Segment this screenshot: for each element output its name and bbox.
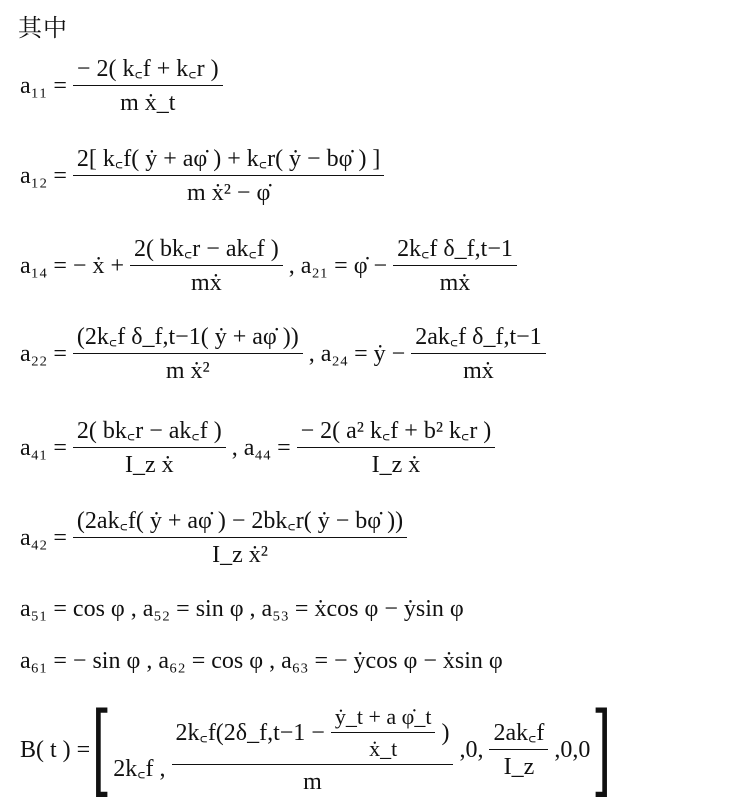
- a44-denominator: I_z ẋ: [371, 452, 421, 479]
- a14-numerator: 2( bk꜀r − ak꜀f ): [130, 236, 283, 266]
- a42-numerator: (2ak꜀f( ẏ + aφ̇ ) − 2bk꜀r( ẏ − bφ̇ )): [73, 508, 407, 538]
- b-fraction: [489, 720, 548, 781]
- a21-lhs: , a₂₁ = φ̇ −: [288, 252, 388, 279]
- equation-a5: [20, 596, 464, 623]
- equation-a42: [20, 508, 413, 569]
- a11-numerator: − 2( k꜀f + k꜀r ): [73, 56, 223, 86]
- a24-denominator: mẋ: [463, 358, 494, 385]
- b-inner-denominator: ẋ_t: [369, 735, 398, 761]
- b-inner-fraction: [331, 705, 436, 761]
- equation-a6: [20, 648, 503, 675]
- right-bracket: ]: [592, 691, 612, 808]
- a41-numerator: 2( bk꜀r − ak꜀f ): [73, 418, 226, 448]
- a6-line: a₆₁ = − sin φ , a₆₂ = cos φ , a₆₃ = − ẏcos φ − ẋsin φ: [20, 648, 503, 674]
- a42-lhs: a₄₂ =: [20, 524, 67, 551]
- a41-denominator: I_z ẋ: [124, 452, 174, 479]
- a12-lhs: a₁₂ =: [20, 162, 67, 189]
- a11-lhs: a₁₁ =: [20, 72, 67, 99]
- a22-fraction: [73, 324, 303, 385]
- a21-numerator: 2k꜀f δ_f,t−1: [393, 236, 517, 266]
- a42-fraction: [73, 508, 407, 569]
- equation-a22-a24: [20, 324, 552, 385]
- b-denominator: I_z: [503, 754, 535, 780]
- b-outer-numerator: [172, 705, 454, 765]
- b-outer-fraction: [172, 705, 454, 796]
- a11-denominator: m ẋ_t: [120, 90, 176, 117]
- a24-fraction: [411, 324, 545, 385]
- equation-a11: [20, 56, 229, 117]
- a22-denominator: m ẋ²: [165, 358, 210, 385]
- a14-fraction: [130, 236, 283, 297]
- a22-lhs: a₂₂ =: [20, 340, 67, 367]
- a44-numerator: − 2( a² k꜀f + b² k꜀r ): [297, 418, 496, 448]
- a24-lhs: , a₂₄ = ẏ −: [308, 340, 406, 367]
- b-outer-num-right: ): [441, 719, 450, 746]
- b-outer-num-left: 2k꜀f(2δ_f,t−1 −: [175, 719, 325, 746]
- a44-fraction: [297, 418, 496, 479]
- a5-line: a₅₁ = cos φ , a₅₂ = sin φ , a₅₃ = ẋcos φ − ẏsin φ: [20, 596, 464, 622]
- b-lhs: B( t ) =: [20, 736, 91, 763]
- a21-fraction: [393, 236, 517, 297]
- b-tail: ,0,0: [554, 736, 591, 763]
- a14-lhs: a₁₄ = − ẋ +: [20, 252, 124, 279]
- b-first: 2k꜀f ,: [113, 756, 166, 782]
- equation-a14-a21: [20, 236, 523, 297]
- a41-fraction: [73, 418, 226, 479]
- b-outer-denominator: m: [303, 768, 322, 795]
- b-mid: ,0,: [459, 736, 484, 763]
- equation-b: [20, 691, 613, 808]
- a42-denominator: I_z ẋ²: [212, 542, 268, 569]
- a24-numerator: 2ak꜀f δ_f,t−1: [411, 324, 545, 354]
- a14-denominator: mẋ: [191, 270, 222, 297]
- heading: 其中: [18, 14, 68, 42]
- a11-fraction: [73, 56, 223, 117]
- a44-lhs: , a₄₄ =: [231, 434, 291, 461]
- b-inner-numerator: ẏ_t + a φ̇_t: [331, 705, 436, 733]
- equation-a41-a44: [20, 418, 501, 479]
- a21-denominator: mẋ: [439, 270, 471, 297]
- b-numerator: 2ak꜀f: [489, 720, 548, 750]
- equation-a12: [20, 146, 390, 207]
- a12-numerator: 2[ k꜀f( ẏ + aφ̇ ) + k꜀r( ẏ − bφ̇ ) ]: [73, 146, 385, 176]
- a22-numerator: (2k꜀f δ_f,t−1( ẏ + aφ̇ )): [73, 324, 303, 354]
- a41-lhs: a₄₁ =: [20, 434, 67, 461]
- a12-denominator: m ẋ² − φ̇: [187, 180, 271, 207]
- left-bracket: [: [91, 691, 112, 808]
- a12-fraction: [73, 146, 385, 207]
